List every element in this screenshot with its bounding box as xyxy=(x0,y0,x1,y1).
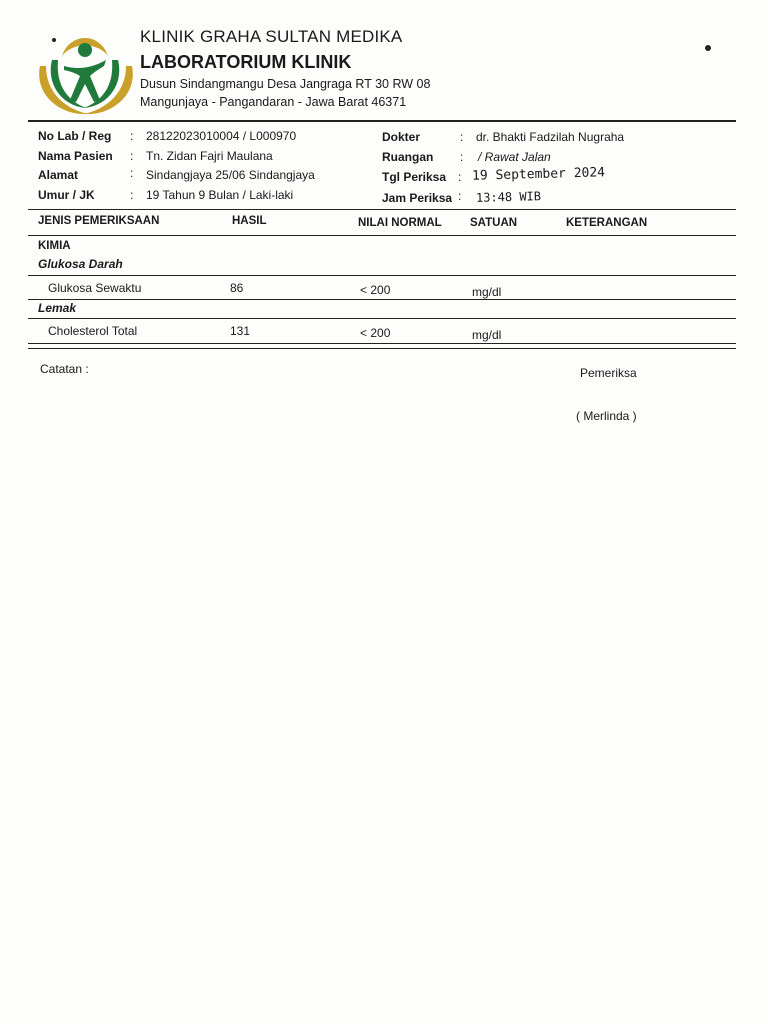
clinic-address-line2: Mangunjaya - Pangandaran - Jawa Barat 46371 xyxy=(140,95,407,109)
table-cell-test: Glukosa Sewaktu xyxy=(48,281,142,295)
table-cell-test: Cholesterol Total xyxy=(48,324,138,338)
dokter-label: Dokter xyxy=(382,130,421,144)
header-divider xyxy=(28,120,736,122)
clinic-logo xyxy=(32,26,138,118)
no-lab-value: 28122023010004 / L000970 xyxy=(146,129,297,143)
group-divider xyxy=(28,275,736,276)
colon: : xyxy=(130,188,134,202)
jam-periksa-value: 13:48 WIB xyxy=(475,189,542,205)
tgl-periksa-value: 19 September 2024 xyxy=(471,165,606,184)
table-bottom-divider xyxy=(28,343,736,344)
no-lab-label: No Lab / Reg xyxy=(38,129,112,143)
pemeriksa-label: Pemeriksa xyxy=(580,366,637,380)
info-divider xyxy=(28,209,736,210)
catatan-label: Catatan : xyxy=(40,362,89,376)
clinic-logo-icon xyxy=(32,26,138,118)
dokter-value: dr. Bhakti Fadzilah Nugraha xyxy=(476,130,625,144)
colon: : xyxy=(460,130,464,144)
row-divider xyxy=(28,299,736,300)
clinic-name: KLINIK GRAHA SULTAN MEDIKA xyxy=(140,27,403,46)
col-header-keterangan: KETERANGAN xyxy=(566,217,648,229)
scan-speck xyxy=(705,45,711,51)
table-cell-hasil: 86 xyxy=(230,281,244,295)
table-cell-hasil: 131 xyxy=(230,324,251,338)
colon: : xyxy=(130,129,134,143)
lab-title: LABORATORIUM KLINIK xyxy=(140,52,352,72)
clinic-address-line1: Dusun Sindangmangu Desa Jangraga RT 30 RW 08 xyxy=(140,77,431,91)
nama-pasien-label: Nama Pasien xyxy=(38,149,113,163)
table-header-divider xyxy=(28,235,736,236)
table-cell-satuan: mg/dl xyxy=(472,285,502,299)
pemeriksa-name: ( Merlinda ) xyxy=(576,409,637,423)
group-title: Lemak xyxy=(38,301,77,315)
jam-periksa-label: Jam Periksa xyxy=(382,191,453,205)
ruangan-label: Ruangan xyxy=(382,150,434,164)
col-header-jenis: JENIS PEMERIKSAAN xyxy=(38,215,160,227)
category-kimia: KIMIA xyxy=(38,240,71,252)
table-cell-satuan: mg/dl xyxy=(472,328,502,342)
group-title: Glukosa Darah xyxy=(38,257,123,271)
alamat-value: Sindangjaya 25/06 Sindangjaya xyxy=(146,168,315,182)
ruangan-value: / Rawat Jalan xyxy=(478,150,551,164)
nama-pasien-value: Tn. Zidan Fajri Maulana xyxy=(146,149,273,163)
colon: : xyxy=(458,189,462,203)
colon: : xyxy=(130,149,134,163)
table-cell-normal: < 200 xyxy=(360,283,391,297)
table-cell-normal: < 200 xyxy=(360,326,391,340)
col-header-nilai-normal: NILAI NORMAL xyxy=(358,217,442,229)
colon: : xyxy=(460,150,464,164)
col-header-hasil: HASIL xyxy=(232,215,267,227)
alamat-label: Alamat xyxy=(38,168,79,182)
table-bottom-divider-2 xyxy=(28,348,736,349)
umur-jk-label: Umur / JK xyxy=(38,188,95,202)
tgl-periksa-label: Tgl Periksa xyxy=(382,170,447,184)
group-divider xyxy=(28,318,736,319)
colon: : xyxy=(130,166,134,180)
umur-jk-value: 19 Tahun 9 Bulan / Laki-laki xyxy=(146,188,294,202)
col-header-satuan: SATUAN xyxy=(470,217,518,229)
colon: : xyxy=(458,170,462,184)
